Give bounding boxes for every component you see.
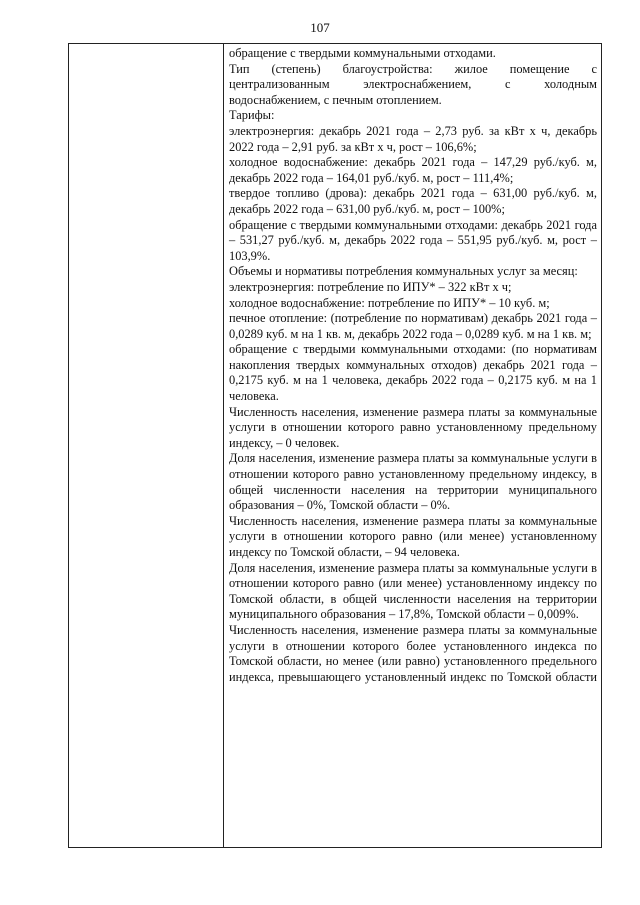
paragraph-16: Доля населения, изменение размера платы за коммунальные услуги в отношении которого равно (или менее) установленному индексу по Томской области, в общей численности населения на территории муниципального образования – 17,8%, Томской области – 0,009%. [229, 560, 597, 622]
document-table [68, 43, 602, 848]
paragraph-15: Численность населения, изменение размера платы за коммунальные услуги в отношении которого равно (или менее) установленному индексу по Томской области, – 94 человека. [229, 513, 597, 559]
paragraph-1: обращение с твердыми коммунальными отходами. [229, 46, 496, 60]
paragraph-7: обращение с твердыми коммунальными отходами: декабрь 2021 года – 531,27 руб./куб. м, декабрь 2022 года – 551,95 руб./куб. м, рост – 103,9%. [229, 217, 597, 263]
paragraph-12: обращение с твердыми коммунальными отходами: (по нормативам накопления твердых коммунальных отходов) декабрь 2021 года – 0,2175 куб. м на 1 человека, декабрь 2022 года – 0,2175 куб. м на 1 человека. [229, 342, 597, 404]
paragraph-10: холодное водоснабжение: потребление по ИПУ* – 10 куб. м; [229, 295, 550, 310]
paragraph-5: холодное водоснабжение: декабрь 2021 года – 147,29 руб./куб. м, декабрь 2022 года – 164,01 руб./куб. м, рост – 111,4%; [229, 155, 597, 185]
paragraph-8: Объемы и нормативы потребления коммунальных услуг за месяц: [229, 264, 578, 279]
paragraph-17: Численность населения, изменение размера платы за коммунальные услуги в отношении которого более установленного индекса по Томской области, но менее (или равно) установленного предельного индекса, превышающего установленный индекс по Томской области [229, 622, 597, 684]
paragraph-6: твердое топливо (дрова): декабрь 2021 года – 631,00 руб./куб. м, декабрь 2022 года – 631,00 руб./куб. м, рост – 100%; [229, 186, 597, 216]
column-divider [223, 44, 224, 847]
paragraph-9: электроэнергия: потребление по ИПУ* – 322 кВт х ч; [229, 279, 512, 294]
paragraph-14: Доля населения, изменение размера платы за коммунальные услуги в отношении которого равно установленному предельному индексу, в общей численности населения на территории муниципального образования – 0%, Томской области – 0%. [229, 451, 597, 513]
paragraph-3: Тарифы: [229, 108, 275, 123]
paragraph-11: печное отопление: (потребление по нормативам) декабрь 2021 года – 0,0289 куб. м на 1 кв. м, декабрь 2022 года – 0,0289 куб. м на 1 кв. м; [229, 311, 597, 341]
paragraph-2: Тип (степень) благоустройства: жилое помещение с централизованным электроснабжением, с холодным водоснабжением, с печным отоплением. [229, 61, 597, 107]
page-number: 107 [310, 20, 330, 35]
content-cell [229, 46, 597, 685]
paragraph-13: Численность населения, изменение размера платы за коммунальные услуги в отношении которого равно установленному предельному индексу, – 0 человек. [229, 404, 597, 450]
paragraph-4: электроэнергия: декабрь 2021 года – 2,73 руб. за кВт х ч, декабрь 2022 года – 2,91 руб. за кВт х ч, рост – 106,6%; [229, 123, 597, 154]
